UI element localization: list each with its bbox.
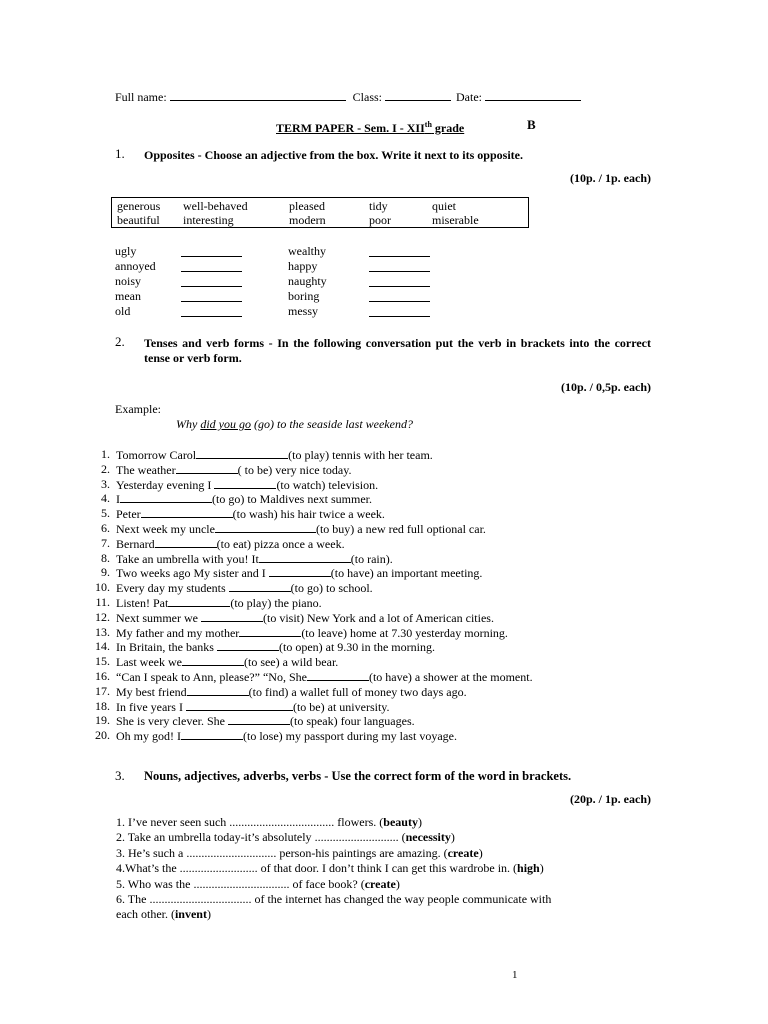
page-title bbox=[276, 118, 464, 136]
title-main: TERM PAPER - Sem. I - XII bbox=[276, 121, 425, 135]
section3-number: 3. bbox=[115, 768, 125, 783]
item-dots: .............................. bbox=[186, 845, 277, 860]
example-after: (go) to the seaside last weekend? bbox=[251, 417, 413, 431]
tense-item bbox=[116, 580, 373, 596]
item-text: My father and my mother bbox=[116, 625, 240, 640]
tense-item bbox=[116, 551, 393, 567]
item-text: Two weeks ago My sister and I bbox=[116, 566, 269, 581]
word-form-item bbox=[116, 815, 422, 830]
item-text: She is very clever. She bbox=[116, 714, 228, 729]
box-word: miserable bbox=[432, 213, 479, 227]
item-root-word: beauty bbox=[383, 815, 418, 829]
tense-item bbox=[116, 625, 508, 641]
answer-blank bbox=[369, 245, 430, 257]
item-text: (to wash) his hair twice a week. bbox=[232, 507, 385, 522]
item-text: (to see) a wild bear. bbox=[243, 655, 339, 670]
tense-item bbox=[116, 713, 415, 729]
paper-variant: B bbox=[527, 117, 536, 132]
item-text: (to visit) New York and a lot of American cities. bbox=[262, 610, 494, 625]
answer-blank bbox=[181, 245, 242, 257]
box-word: tidy bbox=[369, 199, 388, 213]
item-text: Oh my god! I bbox=[116, 729, 181, 744]
tense-item bbox=[116, 491, 372, 507]
date-label: Date: bbox=[456, 90, 483, 104]
item-text: Yesterday evening I bbox=[116, 477, 215, 492]
answer-blank bbox=[187, 684, 249, 696]
answer-blank bbox=[369, 275, 430, 287]
title-grade: grade bbox=[431, 121, 465, 135]
box-word: interesting bbox=[183, 213, 234, 227]
item-text: ) bbox=[417, 815, 422, 829]
item-root-word: create bbox=[364, 876, 396, 891]
item-text: person-his paintings are amazing. ( bbox=[276, 845, 448, 860]
class-label: Class: bbox=[352, 90, 383, 104]
item-number: 15. bbox=[95, 654, 110, 669]
answer-blank bbox=[176, 462, 238, 474]
answer-blank bbox=[181, 290, 242, 302]
answer-blank bbox=[217, 639, 279, 651]
answer-blank bbox=[141, 506, 233, 518]
box-word: well-behaved bbox=[183, 199, 248, 213]
opposite-word: messy bbox=[288, 304, 318, 318]
answer-blank bbox=[229, 580, 291, 592]
tense-item bbox=[116, 477, 378, 493]
item-text: ) bbox=[539, 861, 544, 876]
box-word: modern bbox=[289, 213, 326, 227]
item-number: 6. bbox=[101, 521, 110, 535]
opposite-word: annoyed bbox=[115, 259, 156, 273]
box-word: beautiful bbox=[117, 213, 160, 227]
item-number: 12. bbox=[95, 609, 110, 624]
item-number: 8. bbox=[101, 550, 110, 565]
example-answer: did you go bbox=[200, 417, 251, 431]
answer-blank bbox=[201, 610, 263, 622]
item-number: 4. bbox=[101, 491, 110, 506]
item-dots: .................................. bbox=[149, 892, 252, 906]
item-root-word: high bbox=[517, 861, 540, 876]
answer-blank bbox=[182, 654, 244, 666]
item-text: ( to be) very nice today. bbox=[237, 462, 352, 477]
answer-blank bbox=[181, 728, 243, 740]
item-text: (to be) at university. bbox=[292, 699, 390, 714]
answer-blank bbox=[259, 551, 351, 563]
item-text: In Britain, the banks bbox=[116, 640, 217, 655]
section2-instruction: Tenses and verb forms - In the following conversation put the verb in brackets into the correct tense or verb form. bbox=[144, 336, 651, 365]
item-text: (to buy) a new red full optional car. bbox=[315, 522, 486, 536]
item-text: Next week my uncle bbox=[116, 522, 215, 536]
section1-instruction: Opposites - Choose an adjective from the box. Write it next to its opposite. bbox=[144, 148, 523, 162]
word-form-item bbox=[116, 846, 483, 861]
item-text: 3. He’s such a bbox=[116, 845, 187, 860]
section2-number: 2. bbox=[115, 334, 125, 349]
item-text: ) bbox=[206, 907, 211, 921]
answer-blank bbox=[269, 565, 331, 577]
item-text: of that door. I don’t think I can get this wardrobe in. ( bbox=[257, 861, 518, 876]
item-number: 2. bbox=[101, 461, 110, 476]
answer-blank bbox=[239, 625, 301, 637]
item-text: ) bbox=[478, 845, 483, 860]
item-text: Next summer we bbox=[116, 610, 201, 625]
section3-points: (20p. / 1p. each) bbox=[570, 792, 651, 806]
opposite-word: mean bbox=[115, 289, 141, 303]
item-dots: ................................ bbox=[193, 876, 290, 891]
example-before: Why bbox=[176, 417, 201, 431]
item-text: ( bbox=[398, 830, 406, 845]
example-sentence bbox=[176, 417, 413, 432]
item-number: 3. bbox=[101, 476, 110, 491]
word-form-item bbox=[116, 877, 400, 892]
item-text: Listen! Pat bbox=[116, 596, 169, 610]
opposite-word: noisy bbox=[115, 274, 142, 288]
item-text: (to leave) home at 7.30 yesterday morning. bbox=[301, 625, 508, 640]
item-text: ) bbox=[395, 876, 400, 891]
box-word: pleased bbox=[289, 199, 325, 213]
item-root-word: invent bbox=[174, 907, 207, 921]
item-text: 4.What’s the bbox=[116, 861, 180, 876]
answer-blank bbox=[228, 713, 290, 725]
item-text: (to rain). bbox=[350, 551, 393, 566]
item-text: of the internet has changed the way people communicate with bbox=[251, 892, 552, 906]
class-blank bbox=[385, 89, 451, 101]
opposite-word: happy bbox=[288, 259, 318, 273]
word-form-item bbox=[116, 830, 455, 845]
tense-item bbox=[116, 462, 351, 478]
tense-item bbox=[116, 639, 435, 655]
answer-blank bbox=[181, 275, 242, 287]
item-text: (to find) a wallet full of money two days ago. bbox=[248, 684, 467, 699]
word-form-item-6-cont bbox=[116, 907, 211, 922]
item-text: (to go) to Maldives next summer. bbox=[212, 492, 372, 507]
item-text: Last week we bbox=[116, 655, 182, 670]
section2-points: (10p. / 0,5p. each) bbox=[561, 380, 651, 394]
item-text: (to have) an important meeting. bbox=[330, 566, 483, 581]
tense-item bbox=[116, 595, 322, 611]
item-dots: ............................ bbox=[314, 830, 399, 845]
item-text: Tomorrow Carol bbox=[116, 448, 197, 462]
tense-item bbox=[116, 728, 457, 744]
answer-blank bbox=[196, 447, 288, 459]
section1-points: (10p. / 1p. each) bbox=[570, 171, 651, 185]
tense-item bbox=[116, 521, 486, 537]
box-word: poor bbox=[369, 213, 391, 227]
item-text: (to go) to school. bbox=[290, 581, 373, 596]
opposite-word: naughty bbox=[288, 274, 327, 288]
item-root-word: necessity bbox=[405, 830, 451, 845]
item-text: Peter bbox=[116, 507, 141, 522]
tense-item bbox=[116, 699, 390, 715]
answer-blank bbox=[369, 260, 430, 272]
item-text: (to have) a shower at the moment. bbox=[368, 670, 533, 684]
item-text: (to play) tennis with her team. bbox=[288, 448, 433, 462]
item-number: 18. bbox=[95, 698, 110, 713]
item-dots: .......................... bbox=[179, 861, 258, 876]
answer-blank bbox=[369, 290, 430, 302]
opposite-word: boring bbox=[288, 289, 320, 303]
answer-blank bbox=[307, 669, 369, 681]
item-number: 16. bbox=[95, 669, 110, 683]
answer-blank bbox=[168, 595, 230, 607]
answer-blank bbox=[214, 477, 276, 489]
item-text: flowers. ( bbox=[334, 815, 384, 829]
item-text: (to speak) four languages. bbox=[289, 714, 415, 729]
item-text: My best friend bbox=[116, 684, 187, 699]
answer-blank bbox=[155, 536, 217, 548]
answer-blank bbox=[181, 305, 242, 317]
item-number: 17. bbox=[95, 683, 110, 698]
item-number: 5. bbox=[101, 506, 110, 521]
item-text: (to watch) television. bbox=[276, 477, 379, 492]
item-text: Every day my students bbox=[116, 581, 229, 596]
box-word: generous bbox=[117, 199, 161, 213]
tense-item bbox=[116, 536, 345, 552]
section1-number: 1. bbox=[115, 146, 125, 161]
tense-item bbox=[116, 610, 494, 626]
tense-item bbox=[116, 506, 385, 522]
item-number: 19. bbox=[95, 713, 110, 728]
item-text: each other. ( bbox=[116, 907, 175, 921]
item-text: ) bbox=[450, 830, 455, 845]
student-info-line bbox=[115, 89, 581, 105]
word-form-item-6 bbox=[116, 892, 651, 907]
item-number: 10. bbox=[95, 580, 110, 595]
item-text: (to play) the piano. bbox=[230, 596, 322, 610]
full-name-label: Full name: bbox=[115, 90, 167, 104]
item-text: 5. Who was the bbox=[116, 876, 194, 891]
box-word: quiet bbox=[432, 199, 456, 213]
item-text: (to open) at 9.30 in the morning. bbox=[278, 640, 435, 655]
tense-item bbox=[116, 684, 467, 700]
answer-blank bbox=[369, 305, 430, 317]
opposite-word: ugly bbox=[115, 244, 137, 258]
word-box bbox=[111, 197, 529, 228]
opposite-word: old bbox=[115, 304, 131, 318]
item-text: 6. The bbox=[116, 892, 150, 906]
item-text: of face book? ( bbox=[289, 876, 365, 891]
answer-blank bbox=[215, 521, 316, 533]
answer-blank bbox=[186, 699, 293, 711]
item-text: I bbox=[116, 492, 120, 507]
item-text: (to lose) my passport during my last voyage. bbox=[243, 729, 457, 744]
tense-item bbox=[116, 565, 482, 581]
example-label: Example: bbox=[115, 402, 161, 416]
item-number: 13. bbox=[95, 624, 110, 639]
item-text: Bernard bbox=[116, 536, 155, 551]
item-number: 14. bbox=[95, 639, 110, 654]
tense-item bbox=[116, 669, 533, 685]
item-text: (to eat) pizza once a week. bbox=[216, 536, 345, 551]
item-text: In five years I bbox=[116, 699, 186, 714]
item-number: 9. bbox=[101, 565, 110, 580]
item-number: 11. bbox=[95, 595, 110, 609]
item-number: 7. bbox=[101, 535, 110, 550]
answer-blank bbox=[181, 260, 242, 272]
item-number: 1. bbox=[101, 447, 110, 461]
answer-blank bbox=[120, 491, 212, 503]
full-name-blank bbox=[170, 89, 346, 101]
opposite-word: wealthy bbox=[288, 244, 326, 258]
tense-item bbox=[116, 654, 338, 670]
item-text: 1. I’ve never seen such bbox=[116, 815, 230, 829]
item-text: 2. Take an umbrella today-it’s absolutely bbox=[116, 830, 315, 845]
title-sup: th bbox=[424, 120, 432, 129]
item-text: Take an umbrella with you! It bbox=[116, 551, 259, 566]
item-number: 20. bbox=[95, 728, 110, 743]
item-text: “Can I speak to Ann, please?” “No, She bbox=[116, 670, 307, 684]
word-form-item bbox=[116, 861, 544, 876]
date-blank bbox=[485, 89, 581, 101]
page-number: 1 bbox=[512, 969, 518, 981]
item-root-word: create bbox=[447, 845, 479, 860]
tense-item bbox=[116, 447, 433, 463]
item-text: The weather bbox=[116, 462, 176, 477]
item-dots: ................................... bbox=[229, 815, 335, 829]
section3-instruction: Nouns, adjectives, adverbs, verbs - Use the correct form of the word in brackets. bbox=[144, 769, 572, 783]
